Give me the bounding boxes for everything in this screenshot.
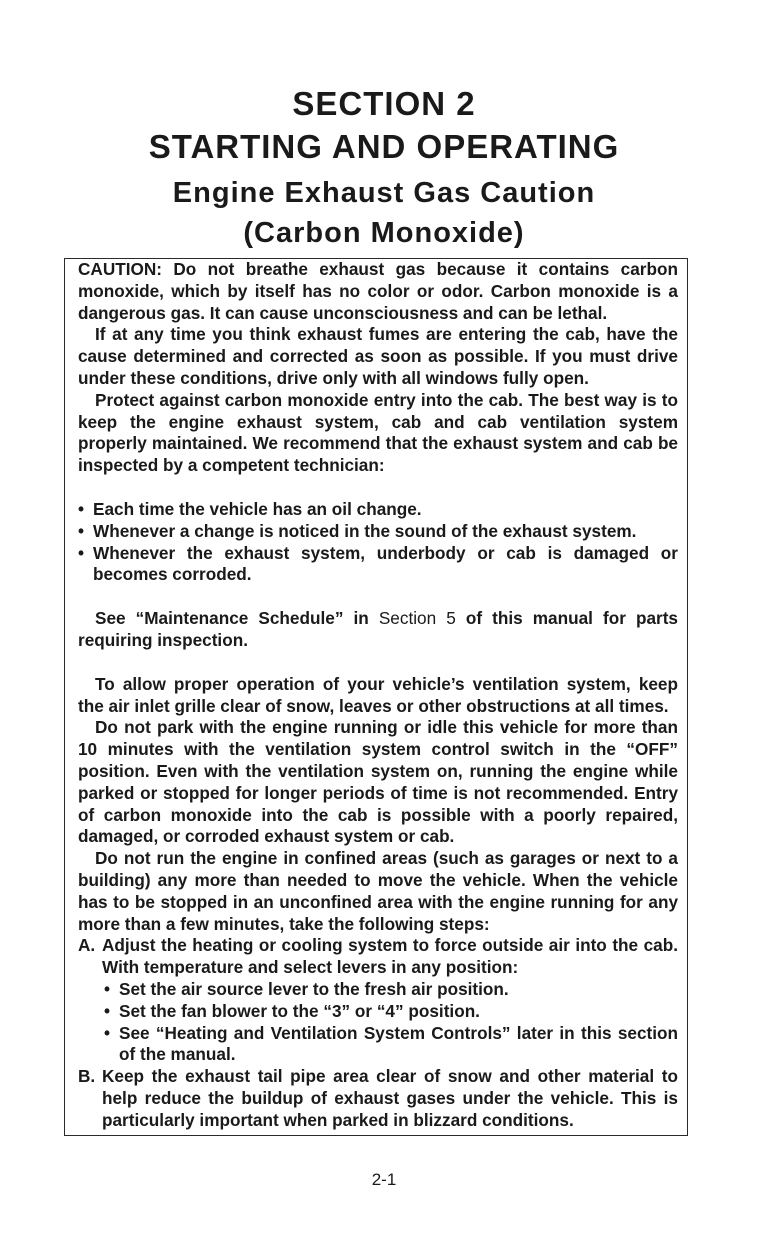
step-a-bullet: • See “Heating and Ventilation System Controls” later in this section of the manual.: [78, 1023, 678, 1067]
step-text: Keep the exhaust tail pipe area clear of snow and other material to help reduce the buildup of exhaust gases under the vehicle. This is particularly important when parked in blizzard conditions.: [102, 1066, 678, 1130]
caution-box: [78, 259, 678, 1131]
section-title: STARTING AND OPERATING: [148, 128, 620, 165]
step-a: [78, 935, 678, 979]
step-text: Adjust the heating or cooling system to force outside air into the cab. With temperature and select levers in any position:: [102, 935, 678, 978]
ventilation-paragraph: To allow proper operation of your vehicle’s ventilation system, keep the air inlet grille clear of snow, leaves or other obstructions at all times.: [78, 673, 678, 716]
protect-paragraph: Protect against carbon monoxide entry into the cab. The best way is to keep the engine exhaust system, cab and cab ventilation system properly maintained. We recommend that the exhaust system and cab be inspected by a competent technician:: [78, 389, 678, 476]
subsection-title: Engine Exhaust Gas Caution: [172, 177, 596, 209]
inspection-bullet: • Whenever a change is noticed in the sound of the exhaust system.: [78, 521, 678, 543]
step-a-bullet: • Set the fan blower to the “3” or “4” position.: [78, 1001, 678, 1023]
see-maintenance-paragraph: See “Maintenance Schedule” in Section 5 of this manual for parts requiring inspection.: [78, 608, 678, 650]
step-label: B.: [78, 1066, 96, 1087]
inspection-bullet: • Each time the vehicle has an oil change.: [78, 499, 678, 521]
step-a-bullet: • Set the air source lever to the fresh air position.: [78, 979, 678, 1001]
step-label: A.: [78, 935, 96, 956]
page-number: 2-1: [371, 1170, 397, 1189]
idle-paragraph: Do not park with the engine running or idle this vehicle for more than 10 minutes with the ventilation system control switch in the “OFF” position. Even with the ventilation system on, running the engine while parked or stopped for longer periods of time is not recommended. Entry of carbon monoxide into the cab is possible with a poorly repaired, damaged, or corroded exhaust system or cab.: [78, 717, 678, 847]
inspection-bullet: • Whenever the exhaust system, underbody or cab is damaged or becomes corroded.: [78, 543, 678, 587]
step-b: [78, 1066, 678, 1131]
fumes-paragraph: If at any time you think exhaust fumes are entering the cab, have the cause determined and corrected as soon as possible. If you must drive under these conditions, drive only with all windows fully open.: [78, 324, 678, 388]
subsection-subtitle: (Carbon Monoxide): [243, 217, 525, 249]
confined-areas-paragraph: Do not run the engine in confined areas (such as garages or next to a building) any more than needed to move the vehicle. When the vehicle has to be stopped in an unconfined area with the engine running for any more than a few minutes, take the following steps:: [78, 848, 678, 934]
section-number: SECTION 2: [292, 85, 476, 122]
section-reference-link: Section 5: [378, 608, 456, 629]
caution-paragraph: CAUTION: Do not breathe exhaust gas because it contains carbon monoxide, which by itself has no color or odor. Carbon monoxide is a dangerous gas. It can cause unconsciousness and can be lethal.: [78, 259, 678, 323]
